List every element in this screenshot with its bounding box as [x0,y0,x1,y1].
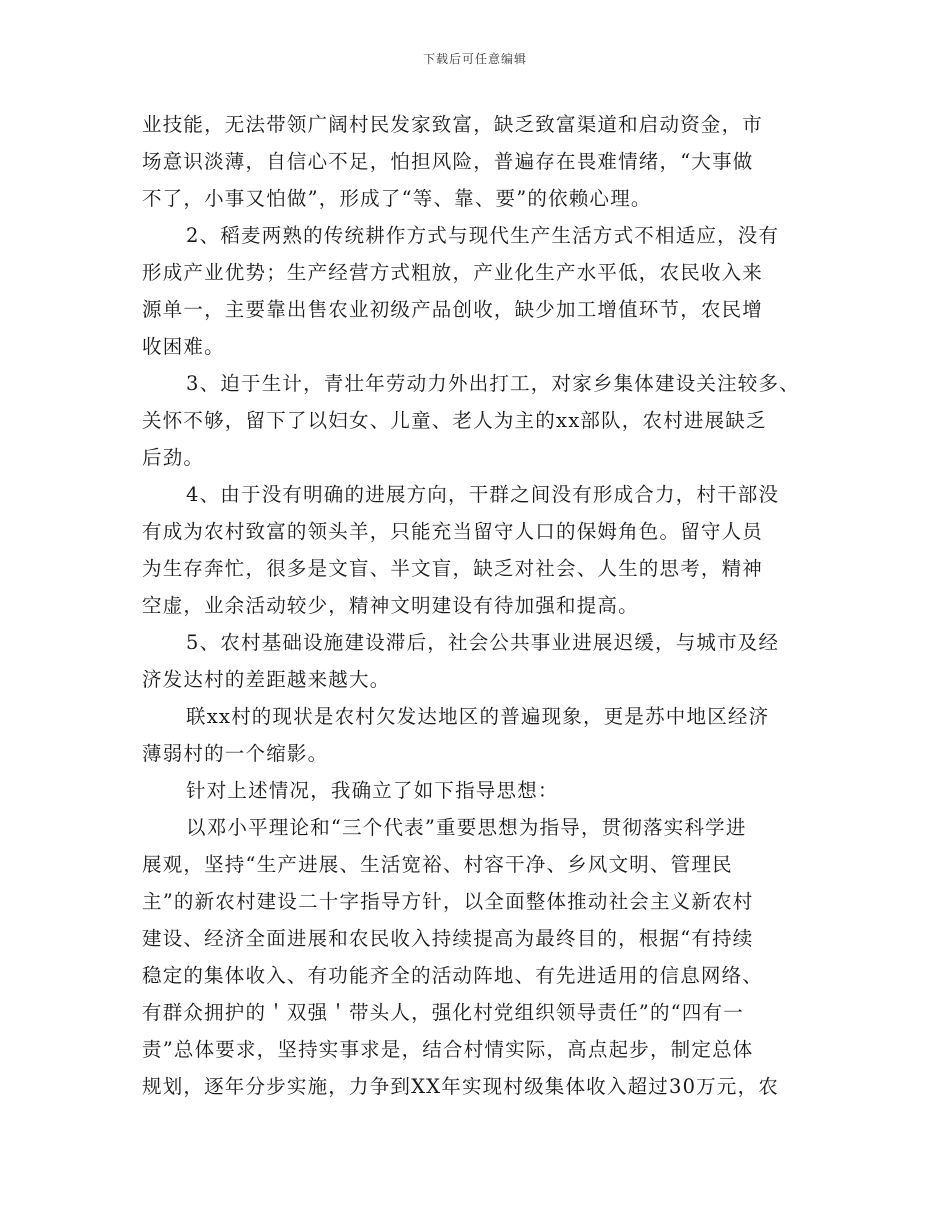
text-line: 主”的新农村建设二十字指导方针，以全面整体推动社会主义新农村 [142,890,754,913]
text-line: 有群众拥护的＇双强＇带头人，强化村党组织领导责任”的“四有一 [142,1001,744,1024]
text-line: 有成为农村致富的领头羊，只能充当留守人口的保姆角色。留守人员 [142,520,764,543]
page-header: 下载后可任意编辑 [422,52,527,66]
document-body [142,106,812,1105]
text-line: 4、由于没有明确的进展方向，干群之间没有形成合力，村干部没 [186,483,780,506]
text-line: 不了，小事又怕做”，形成了“等、靠、要”的依赖心理。 [142,187,652,210]
text-line: 济发达村的差距越来越大。 [142,668,391,691]
text-line: 场意识淡薄，自信心不足，怕担风险，普遍存在畏难情绪，“大事做 [142,150,754,173]
text-line: 针对上述情况，我确立了如下指导思想： [186,779,559,802]
text-line: 源单一，主要靠出售农业初级产品创收，缺少加工增值环节，农民增 [142,298,764,321]
text-line: 3、迫于生计，青壮年劳动力外出打工，对家乡集体建设关注较多、 [186,372,800,395]
text-line: 后劲。 [142,446,205,469]
text-line: 规划，逐年分步实施，力争到XX年实现村级集体收入超过30万元，农 [142,1075,779,1098]
text-line: 形成产业优势；生产经营方式粗放，产业化生产水平低，农民收入来 [142,261,764,284]
text-line: 空虚，业余活动较少，精神文明建设有待加强和提高。 [142,594,639,617]
text-line: 展观，坚持“生产进展、生活宽裕、村容干净、乡风文明、管理民 [142,853,733,876]
text-line: 5、农村基础设施建设滞后，社会公共事业进展迟缓，与城市及经 [186,631,780,654]
text-line: 为生存奔忙，很多是文盲、半文盲，缺乏对社会、人生的思考，精神 [142,557,764,580]
text-line: 联xx村的现状是农村欠发达地区的普遍现象，更是苏中地区经济 [186,705,770,728]
text-line: 2、稻麦两熟的传统耕作方式与现代生产生活方式不相适应，没有 [186,224,780,247]
text-line: 以邓小平理论和“三个代表”重要思想为指导，贯彻落实科学进 [186,816,747,839]
text-line: 关怀不够，留下了以妇女、儿童、老人为主的xx部队，农村进展缺乏 [142,409,767,432]
text-line: 收困难。 [142,335,225,358]
text-line: 责”总体要求，坚持实事求是，结合村情实际，高点起步，制定总体 [142,1038,754,1061]
text-line: 薄弱村的一个缩影。 [142,742,329,765]
text-line: 建设、经济全面进展和农民收入持续提高为最终目的，根据“有持续 [142,927,754,950]
text-line: 稳定的集体收入、有功能齐全的活动阵地、有先进适用的信息网络、 [142,964,764,987]
text-line: 业技能，无法带领广阔村民发家致富，缺乏致富渠道和启动资金，市 [142,113,764,136]
